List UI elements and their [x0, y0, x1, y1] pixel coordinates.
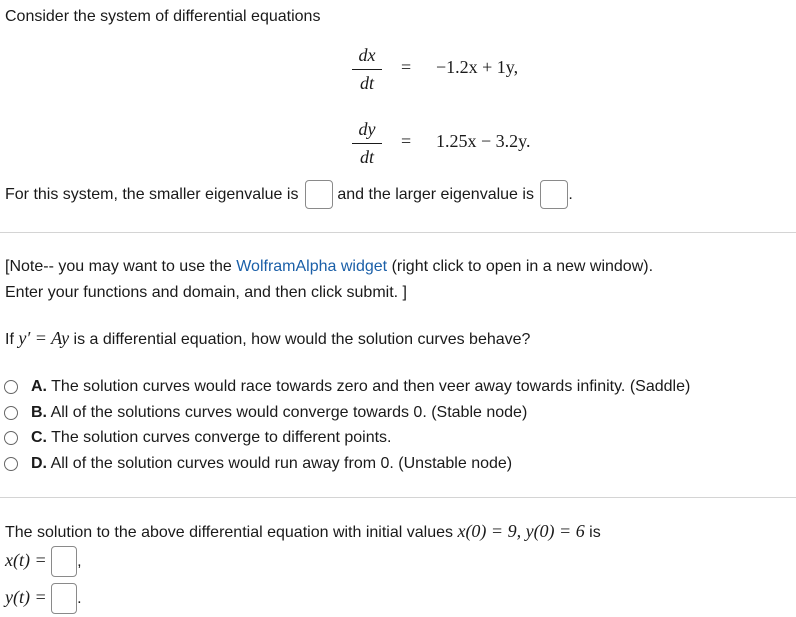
option-a-text: The solution curves would race towards zero and then veer away towards infinity. (Saddle) [51, 378, 691, 395]
option-d-text: All of the solution curves would run away from 0. (Unstable node) [50, 455, 513, 472]
fraction-denominator: dt [359, 147, 374, 167]
option-a-radio[interactable] [4, 380, 18, 394]
note-prefix: [Note-- you may want to use the [5, 258, 232, 275]
option-d-letter: D. [31, 455, 47, 472]
question-suffix: is a differential equation, how would the solution curves behave? [73, 331, 531, 348]
x-solution-input[interactable] [51, 546, 77, 577]
x-solution-row [5, 544, 82, 578]
fraction-bar [352, 69, 382, 70]
option-c-text: The solution curves converge to different points. [51, 429, 392, 446]
solution-intro [5, 521, 601, 542]
option-d-radio[interactable] [4, 457, 18, 471]
fraction-bar [352, 143, 382, 144]
fraction-numerator: dy [358, 119, 376, 139]
note-line-1 [5, 258, 653, 276]
note-suffix: (right click to open in a new window). [391, 258, 654, 275]
dy-dt-fraction [352, 118, 382, 168]
solution-suffix: is [589, 524, 601, 541]
option-c-radio[interactable] [4, 431, 18, 445]
eigenvalue-prefix: For this system, the smaller eigenvalue is [5, 186, 299, 203]
equation-1-rhs: −1.2x + 1y, [436, 57, 519, 77]
equation-2-rhs: 1.25x − 3.2y. [436, 131, 531, 151]
equals-sign: = [401, 131, 412, 151]
dx-dt-fraction [352, 44, 382, 94]
question-math: y′ = Ay [18, 328, 70, 348]
wolframalpha-widget-link[interactable]: WolframAlpha widget [236, 258, 388, 275]
solution-prefix: The solution to the above differential equation with initial values [5, 524, 453, 541]
fraction-denominator: dt [359, 73, 374, 93]
smaller-eigenvalue-input[interactable] [305, 180, 333, 209]
question-prefix: If [5, 331, 14, 348]
y-solution-row [5, 581, 82, 615]
x-solution-suffix: , [77, 553, 82, 570]
option-a-letter: A. [31, 378, 47, 395]
equals-sign: = [401, 57, 412, 77]
option-b-radio[interactable] [4, 406, 18, 420]
intro-text: Consider the system of differential equations [5, 8, 321, 25]
note-line-2: Enter your functions and domain, and then click submit. ] [5, 284, 407, 301]
option-b-letter: B. [31, 404, 47, 421]
section-divider [0, 232, 796, 233]
eigenvalue-suffix: . [568, 186, 573, 203]
y-of-t-label: y(t) = [5, 587, 47, 607]
option-c-letter: C. [31, 429, 47, 446]
y-solution-input[interactable] [51, 583, 77, 614]
fraction-numerator: dx [358, 45, 376, 65]
eigenvalue-middle: and the larger eigenvalue is [337, 186, 534, 203]
x-of-t-label: x(t) = [5, 550, 47, 570]
initial-values-math: x(0) = 9, y(0) = 6 [457, 521, 585, 541]
larger-eigenvalue-input[interactable] [540, 180, 568, 209]
section-divider [0, 497, 796, 498]
eigenvalue-row [5, 179, 573, 210]
y-solution-suffix: . [77, 590, 82, 607]
option-b-text: All of the solutions curves would converge towards 0. (Stable node) [50, 404, 528, 421]
question-text [5, 328, 530, 349]
